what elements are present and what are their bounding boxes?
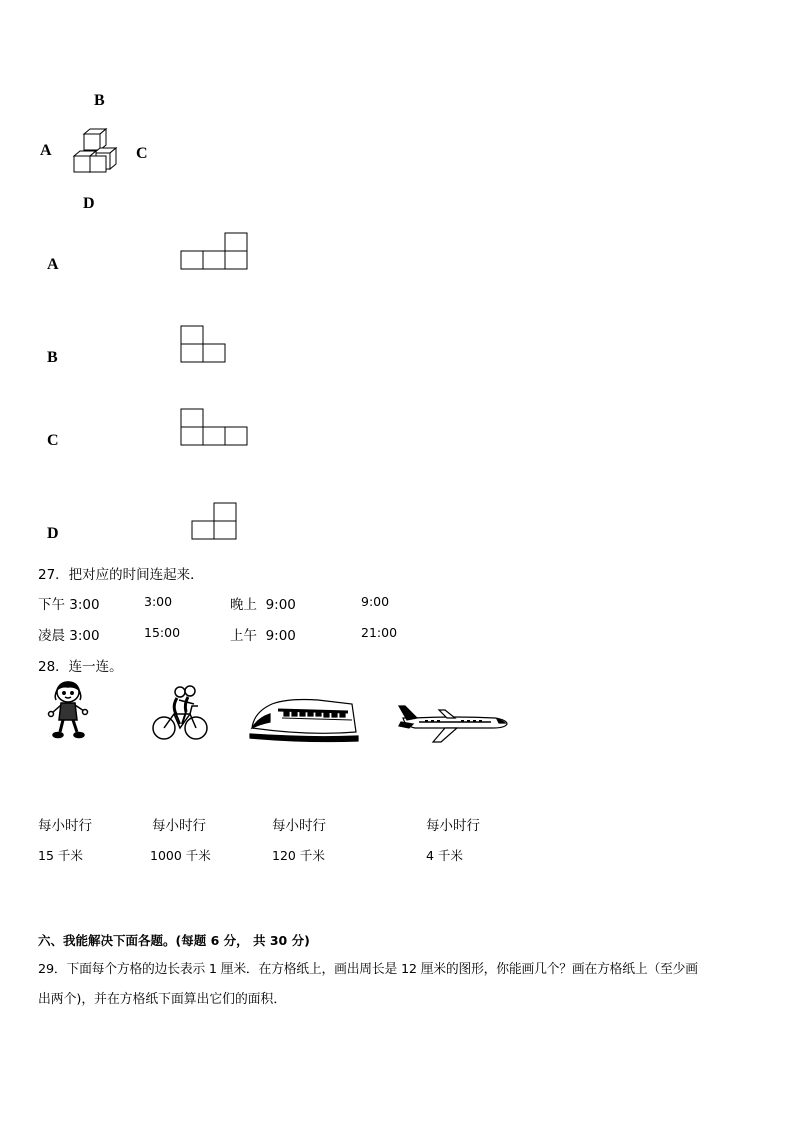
q28-speed-label-2: 每小时行	[152, 818, 206, 834]
cube-stack-figure	[70, 126, 120, 180]
airplane-icon	[395, 702, 510, 744]
view-label-top: B	[94, 92, 105, 109]
q27-row2-col1: 凌晨 3:00	[38, 628, 100, 644]
option-label-b: B	[47, 349, 58, 366]
q27-row2-col2: 15:00	[144, 625, 181, 640]
q27-row1-col2: 3:00	[144, 594, 173, 609]
q28-speed-value-4: 4 千米	[426, 848, 463, 863]
section-6-heading: 六、我能解决下面各题。(每题 6 分， 共 30 分)	[38, 933, 310, 948]
q27-row2-col3: 上午 9:00	[230, 628, 296, 644]
q28-speed-value-1: 15 千米	[38, 848, 83, 863]
q28-title: 28．连一连。	[38, 659, 123, 675]
view-label-bottom: D	[83, 195, 95, 212]
cyclist-icon	[150, 684, 210, 744]
child-walking-icon	[46, 680, 90, 742]
q28-speed-value-2: 1000 千米	[150, 848, 211, 863]
view-label-right: C	[136, 145, 148, 162]
q27-row1-col3: 晚上 9:00	[230, 597, 296, 613]
q27-row1-col4: 9:00	[361, 594, 390, 609]
q27-row2-col4: 21:00	[361, 625, 398, 640]
q27-title: 27．把对应的时间连起来．	[38, 567, 204, 583]
q27-row1-col1: 下午 3:00	[38, 597, 100, 613]
q29-line-2: 出两个)，并在方格纸下面算出它们的面积．	[38, 992, 287, 1007]
q28-speed-label-3: 每小时行	[272, 818, 326, 834]
option-a-grid-figure	[180, 232, 250, 272]
view-label-left: A	[40, 142, 52, 159]
option-b-grid-figure	[180, 325, 230, 365]
q28-speed-label-1: 每小时行	[38, 818, 92, 834]
q28-speed-value-3: 120 千米	[272, 848, 325, 863]
q28-speed-label-4: 每小时行	[426, 818, 480, 834]
train-icon	[248, 692, 358, 744]
option-label-c: C	[47, 432, 59, 449]
option-label-a: A	[47, 256, 59, 273]
q29-line-1: 29．下面每个方格的边长表示 1 厘米．在方格纸上，画出周长是 12 厘米的图形，你能画几个？画在方格纸上（至少画	[38, 962, 698, 977]
option-label-d: D	[47, 525, 59, 542]
option-c-grid-figure	[180, 408, 252, 448]
option-d-grid-figure	[191, 502, 241, 542]
